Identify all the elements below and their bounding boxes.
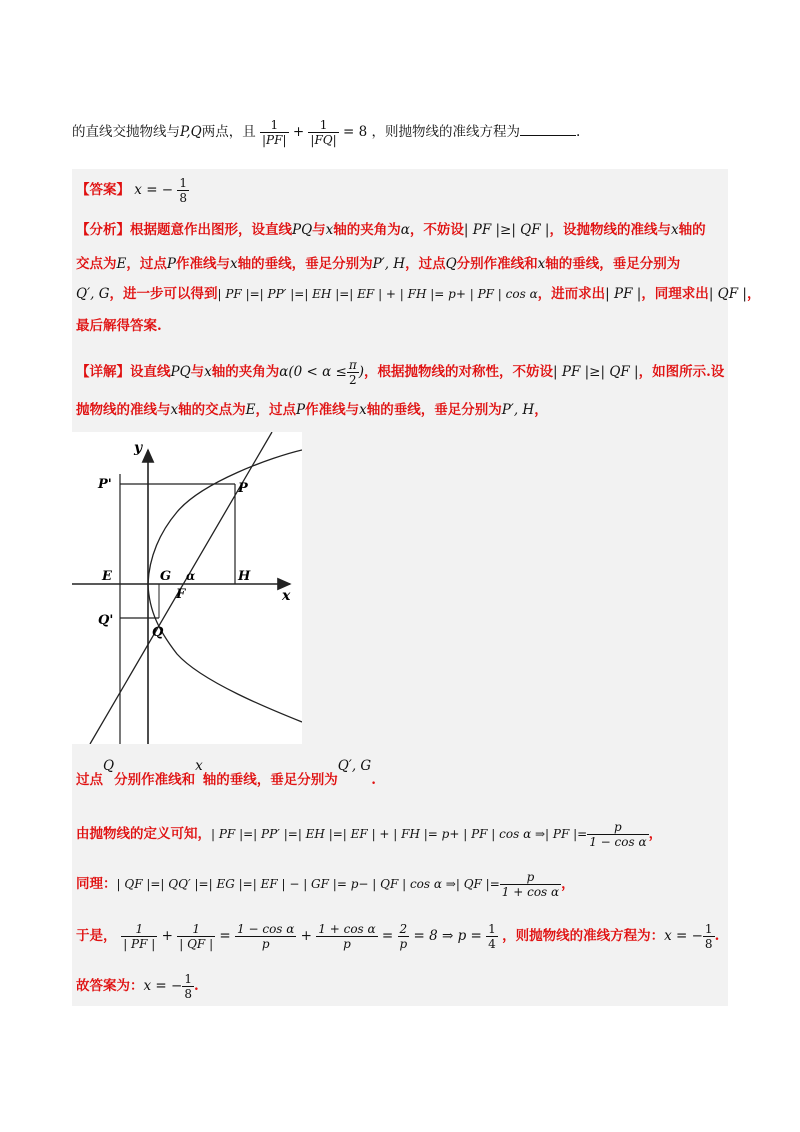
label-q: Q <box>152 625 164 640</box>
label-f: F <box>176 587 186 602</box>
math-alpha-range: α(0 < α ≤ <box>279 364 347 380</box>
parabola-figure <box>72 432 302 744</box>
analysis-text: 轴的垂线，垂足分别为 <box>237 256 373 272</box>
detail-text: 轴的垂线，垂足分别为 <box>366 402 502 418</box>
math-q: Q <box>445 256 457 272</box>
frac-1-over-pf: $\frac{1}{| PF |}$ <box>123 922 156 951</box>
detail-text: ，过点 <box>255 402 296 418</box>
analysis-text: 分别作准线和 <box>456 256 538 272</box>
detail-line-1 <box>76 358 724 387</box>
analysis-label: 【分析】 <box>76 222 130 238</box>
math-x: x <box>670 222 679 238</box>
math-directrix: x = − <box>664 928 703 944</box>
detail-text: 与 <box>190 364 205 380</box>
detail-text: 由抛物线的定义可知， <box>76 826 211 842</box>
analysis-text: 交点为 <box>76 256 117 272</box>
label-p-prime: P' <box>98 477 112 492</box>
math-close-paren: ) <box>358 364 365 380</box>
answer-fraction: $\frac{1}{8}$ <box>179 176 188 205</box>
parabola-curve <box>148 450 302 722</box>
answer-blank <box>520 123 576 136</box>
math-pq: PQ <box>292 222 313 238</box>
plus-sign: + <box>161 928 173 944</box>
math-qf-derivation: | QF |=| QQ′ |=| EG |=| EF | − | GF |= p− | QF | cos α ⇒| QF |= <box>116 877 500 891</box>
detail-label: 【详解】 <box>76 364 130 380</box>
label-p: P <box>238 481 248 496</box>
math-qf: | QF | <box>708 286 747 302</box>
math-pf-ge-qf: | PF |≥| QF | <box>553 364 639 380</box>
detail-text: . <box>371 772 376 788</box>
label-e: E <box>102 569 112 584</box>
analysis-line-1 <box>76 220 706 240</box>
detail-text: 轴的夹角为 <box>211 364 280 380</box>
math-e: E <box>245 402 256 418</box>
label-q-prime: Q' <box>98 613 114 628</box>
detail-text: 轴的垂线，垂足分别为 <box>202 772 338 788</box>
detail-text: ，则抛物线的准线方程为： <box>502 928 665 944</box>
analysis-text: ，不妨设 <box>409 222 464 238</box>
detail-text: 故答案为： <box>76 978 144 994</box>
frac-1-over-qf: $\frac{1}{| QF |}$ <box>179 922 214 951</box>
equals-sign: = <box>381 928 394 944</box>
math-q: Q <box>103 758 115 774</box>
math-p: P <box>166 256 176 272</box>
analysis-text: 与 <box>312 222 326 238</box>
math-p: P <box>295 402 306 418</box>
analysis-text: ，设抛物线的准线与 <box>549 222 671 238</box>
frac-1-minus-cos-over-p: $\frac{\text{1 − cos α}}{p}$ <box>237 922 295 951</box>
detail-text: ， <box>534 402 548 418</box>
frac-2-over-p: $\frac{2}{p}$ <box>399 922 408 951</box>
answer-value: x = − <box>134 182 174 198</box>
detail-text: 抛物线的准线与 <box>76 402 171 418</box>
detail-line-4 <box>76 820 662 849</box>
frac-one-over-pf: $\frac{1}{|PF|}$ <box>262 118 287 147</box>
detail-line-2 <box>76 400 548 420</box>
math-pf-chain: | PF |=| PP′ |=| EH |=| EF | + | FH |= p+ | PF | cos α <box>217 287 538 301</box>
math-pf-derivation: | PF |=| PP′ |=| EH |=| EF | + | FH |= p+ | PF | cos α ⇒| PF |= <box>211 827 588 841</box>
analysis-text: ， <box>746 286 761 302</box>
label-x: x <box>282 588 291 604</box>
math-e: E <box>116 256 127 272</box>
detail-text: 作准线与 <box>305 402 360 418</box>
question-mid: 两点，且 <box>201 124 256 140</box>
analysis-text: ，过点 <box>126 256 167 272</box>
detail-line-7 <box>76 972 199 1001</box>
frac-one-over-fq: $\frac{1}{|FQ|}$ <box>310 118 337 147</box>
question-suffix: ，则抛物线的准线方程为 <box>371 124 520 140</box>
label-y: y <box>134 440 143 456</box>
math-directrix: x = − <box>143 978 183 994</box>
sum-equation <box>121 922 502 951</box>
detail-text: ，根据抛物线的对称性，不妨设 <box>364 364 554 380</box>
detail-text: 于是， <box>76 928 117 944</box>
question-end: . <box>575 124 581 140</box>
math-p-prime-h: P′, H <box>501 402 535 418</box>
analysis-line-4 <box>76 316 162 336</box>
math-pf-ge-qf: | PF |≥| QF | <box>463 222 550 238</box>
question-eq-rhs: = 8 <box>342 124 368 140</box>
math-x: x <box>325 222 334 238</box>
math-pq: PQ <box>170 364 191 380</box>
detail-text: 过点 <box>76 772 103 788</box>
detail-text: 轴的交点为 <box>178 402 246 418</box>
detail-line-6 <box>76 922 719 951</box>
math-x: x <box>359 402 367 418</box>
label-alpha: α <box>186 569 196 583</box>
math-q-prime-g: Q′, G <box>76 286 110 302</box>
detail-text: ， <box>561 876 575 892</box>
detail-line-5 <box>76 870 575 899</box>
analysis-text: 根据题意作出图形，设直线 <box>130 222 292 238</box>
answer-line <box>76 176 189 205</box>
frac-1-over-4: $\frac{1}{4}$ <box>488 922 496 951</box>
analysis-text: 轴的垂线，垂足分别为 <box>545 256 681 272</box>
math-x: x <box>170 402 179 418</box>
math-q-prime-g: Q′, G <box>337 758 372 774</box>
detail-text: 同理： <box>76 876 117 892</box>
analysis-text: 作准线与 <box>175 256 230 272</box>
math-p-prime-h: P′, H <box>372 256 406 272</box>
detail-text: ， <box>648 826 663 842</box>
pi-over-two: $\frac{\pi}{2}$ <box>348 358 357 387</box>
analysis-text: ，过点 <box>405 256 446 272</box>
detail-text: ，如图所示.设 <box>638 364 725 380</box>
question-points: P,Q <box>180 124 202 140</box>
analysis-text: ，进一步可以得到 <box>109 286 218 302</box>
label-h: H <box>238 569 251 584</box>
detail-line-3 <box>76 758 376 790</box>
math-x: x <box>204 364 212 380</box>
math-x: x <box>195 758 203 774</box>
answer-label: 【答案】 <box>76 182 130 198</box>
analysis-text: ，同理求出 <box>641 286 709 302</box>
analysis-line-2 <box>76 254 680 274</box>
question-prefix: 的直线交抛物线与 <box>72 124 180 140</box>
equals-sign: = <box>219 928 231 944</box>
analysis-text: 轴的夹角为 <box>333 222 401 238</box>
math-alpha: α <box>400 222 410 238</box>
math-pf: | PF | <box>605 286 642 302</box>
frac-p-over-1-minus-cos: $\frac{p}{\text{1 − cos α}}$ <box>589 820 647 849</box>
math-x: x <box>229 256 238 272</box>
parabola-diagram <box>72 432 302 744</box>
frac-1-plus-cos-over-p: $\frac{\text{1 + cos α}}{p}$ <box>318 922 376 951</box>
frac-1-over-8: $\frac{1}{8}$ <box>704 922 713 951</box>
analysis-text: 最后解得答案. <box>76 318 162 334</box>
math-x: x <box>537 256 546 272</box>
analysis-line-3 <box>76 284 760 304</box>
detail-text: 设直线 <box>130 364 171 380</box>
analysis-text: 轴的 <box>678 222 706 238</box>
detail-text: . <box>193 978 199 994</box>
detail-text: 分别作准线和 <box>114 772 196 788</box>
label-g: G <box>160 569 172 584</box>
analysis-text: ，进而求出 <box>537 286 606 302</box>
plus-sign: + <box>300 928 312 944</box>
detail-text: . <box>714 928 720 944</box>
frac-p-over-1-plus-cos: $\frac{p}{\text{1 + cos α}}$ <box>501 870 560 899</box>
question-line: 的直线交抛物线与P,Q两点，且 $\frac{1}{|PF|}$ + $\frac{1}{|FQ|}$ = 8 ，则抛物线的准线方程为 . <box>72 118 581 147</box>
frac-1-over-8: $\frac{1}{8}$ <box>184 972 192 1001</box>
result-p: = 8 ⇒ p = <box>413 928 482 944</box>
